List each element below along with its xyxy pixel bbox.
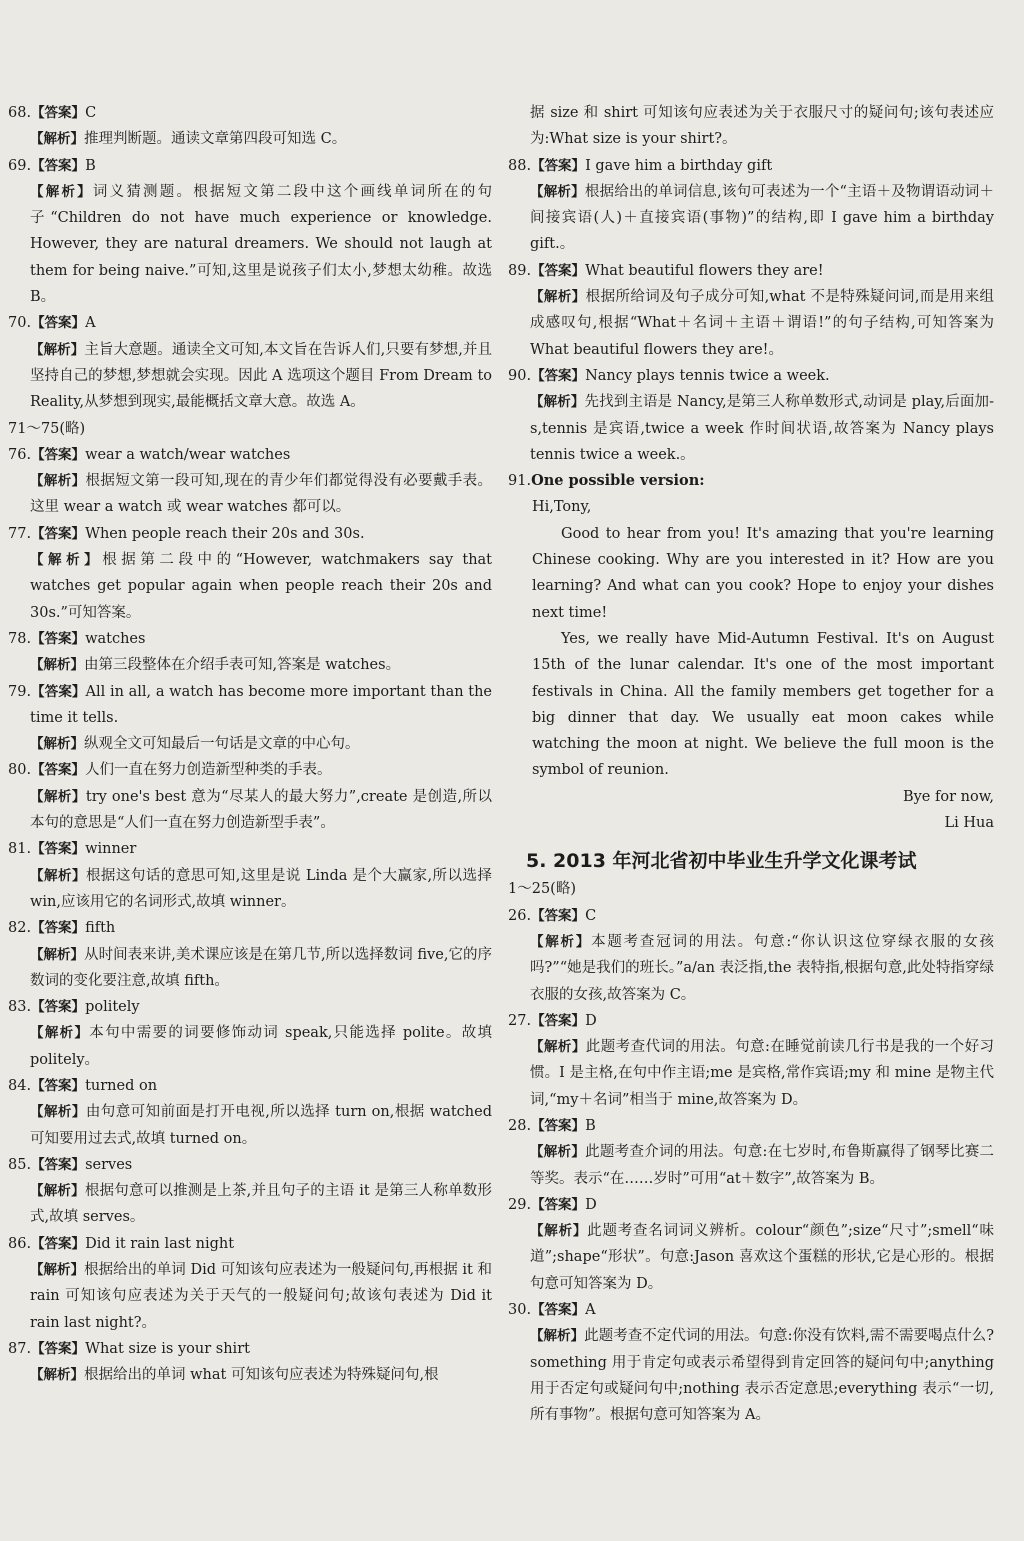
question-number: 80. [8,762,32,779]
entry-label: 【答案】 [31,1340,86,1357]
question-number: 28. [508,1117,532,1134]
right-column [508,100,994,1429]
entry-label: 【解析】 [530,394,585,411]
entry-text: 纵观全文可知最后一句话是文章的中心句。 [84,736,360,753]
right-top-entries [508,100,994,468]
question-entry [8,915,492,941]
entry-text: 先找到主语是 Nancy,是第三人称单数形式,动词是 play,后面加-s,tennis 是宾语,twice a week 作时间状语,故答案为 Nancy plays tennis twice a week.。 [530,394,994,463]
explanation-entry [8,337,492,416]
entry-label: 【解析】 [30,1183,85,1200]
explanation-entry [508,100,994,153]
essay-body [508,494,994,836]
entry-text: 根据第二段中的“However, watchmakers say that watches get popular again when people reach their 20s and 30s.”可知答案。 [30,552,493,621]
entry-text: winner [85,841,137,858]
entry-text: All in all, a watch has become more important than the time it tells. [30,683,493,726]
entry-label: 【解析】 [30,788,86,805]
question-entry [8,1336,492,1362]
entry-label: 【解析】 [30,183,93,200]
question-number: 27. [508,1012,532,1029]
entry-text: turned on [85,1077,158,1094]
explanation-entry [8,468,492,521]
question-number: 89. [508,262,532,279]
question-entry [8,1231,492,1257]
essay-answer [508,468,994,836]
question-number: 81. [8,841,32,858]
explanation-entry [508,1323,994,1428]
entry-label: 【解析】 [30,1104,86,1121]
question-entry [8,994,492,1020]
entry-label: 【答案】 [31,525,86,542]
question-number: 78. [8,630,32,647]
entry-label: 【解析】 [530,933,592,950]
entry-text: 由句意可知前面是打开电视,所以选择 turn on,根据 watched 可知要用过去式,故填 turned on。 [30,1104,492,1147]
entry-text: A [85,315,96,332]
essay-closing: Bye for now, [902,788,994,805]
entry-label: 【解析】 [530,183,585,200]
entry-label: 【解析】 [30,473,86,490]
entry-label: 【答案】 [31,841,86,858]
left-column [8,100,492,1389]
entry-text: 此题考查名词词义辨析。colour“颜色”;size“尺寸”;smell“味道”;shape“形状”。句意:Jason 喜欢这个蛋糕的形状,它是心形的。根据句意可知答案为 D。 [530,1223,995,1292]
entry-label: 【答案】 [31,999,86,1016]
entry-text: B [585,1117,596,1134]
essay-heading: 91.One possible version: [508,472,705,490]
question-number: 79. [8,683,32,700]
explanation-entry [508,389,994,468]
explanation-entry [508,1139,994,1192]
question-entry [8,153,492,179]
essay-greeting: Hi,Tony, [532,499,592,516]
entry-text: C [585,907,597,924]
question-entry [508,876,994,902]
question-entry [8,757,492,783]
question-entry [8,521,492,547]
entry-label: 【答案】 [31,630,86,647]
entry-text: Did it rain last night [85,1235,235,1252]
entry-text: 根据短文第一段可知,现在的青少年们都觉得没有必要戴手表。这里 wear a watch 或 wear watches 都可以。 [30,473,493,516]
explanation-entry [8,1362,492,1388]
explanation-entry [8,1020,492,1073]
entry-text: 此题考查介词的用法。句意:在七岁时,布鲁斯赢得了钢琴比赛二等奖。表示“在……岁时”可用“at＋数字”,故答案为 B。 [530,1144,994,1187]
question-number: 90. [508,367,532,384]
essay-signature: Li Hua [944,815,994,832]
explanation-entry [8,547,492,626]
entry-label: 【答案】 [31,1077,86,1094]
entry-label: 【答案】 [531,907,586,924]
entry-label: 【答案】 [31,315,86,332]
explanation-entry [8,1099,492,1152]
question-entry [508,1008,994,1034]
entry-text: 根据句意可以推测是上茶,并且句子的主语 it 是第三人称单数形式,故填 serves。 [30,1183,492,1226]
entry-text: politely [85,999,140,1016]
question-number: 83. [8,999,32,1016]
explanation-entry [508,179,994,258]
entry-text: D [585,1196,597,1213]
entry-label: 【答案】 [31,762,86,779]
entry-text: 本句中需要的词要修饰动词 speak,只能选择 polite。故填 politely。 [30,1025,493,1068]
question-number: 69. [8,157,32,174]
entry-label: 【解析】 [530,289,586,306]
question-number: 70. [8,315,32,332]
entry-label: 【答案】 [31,157,86,174]
explanation-entry [8,942,492,995]
entry-text: 此题考查不定代词的用法。句意:你没有饮料,需不需要喝点什么? something 用于肯定句或表示希望得到肯定回答的疑问句中;anything 用于否定句或疑问句中;nothing 表示否定意思;everything 表示“一切,所有事物”。根据句意可知答案为 A。 [530,1328,994,1424]
entry-text: serves [85,1156,133,1173]
entry-label: 【解析】 [30,131,84,148]
explanation-entry [508,1218,994,1297]
essay-paragraph-1: Good to hear from you! It's amazing that you're learning Chinese cooking. Why are you interested in it? How are you learning? And what can you cook? Hope to enjoy your dishes next time! [532,525,994,621]
entry-text: 1～25(略) [508,881,576,898]
entry-label: 【答案】 [31,1156,86,1173]
entry-text: 根据所给词及句子成分可知,what 不是特殊疑问词,而是用来组成感叹句,根据“What＋名词＋主语＋谓语!”的句子结构,可知答案为 What beautiful flowers they are!。 [530,289,995,358]
explanation-entry [8,1257,492,1336]
entry-text: A [585,1302,596,1319]
question-entry [8,1073,492,1099]
entry-label: 【答案】 [531,1302,586,1319]
explanation-entry [508,929,994,1008]
entry-label: 【解析】 [30,1367,84,1384]
entry-label: 【解析】 [30,946,85,963]
explanation-entry [508,284,994,363]
entry-label: 【答案】 [31,1235,86,1252]
question-entry [8,442,492,468]
entry-text: 人们一直在努力创造新型种类的手表。 [85,762,332,779]
entry-text: D [585,1012,597,1029]
question-entry [508,363,994,389]
question-entry [508,1297,994,1323]
entry-label: 【答案】 [531,1196,586,1213]
right-bottom-entries [508,876,994,1428]
question-entry [8,416,492,442]
question-number: 29. [508,1196,532,1213]
question-entry [508,1113,994,1139]
entry-label: 【解析】 [30,867,86,884]
entry-label: 【答案】 [531,367,586,384]
entry-label: 【答案】 [531,262,586,279]
entry-text: 词义猜测题。根据短文第二段中这个画线单词所在的句子“Children do not have much experience or knowledge. However, they are natural dreamers. We should not laugh at them for being naive.”可知,这里是说孩子们太小,梦想太幼稚。故选 B。 [30,183,492,306]
explanation-entry [508,1034,994,1113]
question-entry [8,626,492,652]
question-number: 68. [8,105,32,121]
entry-label: 【答案】 [31,105,86,121]
entry-text: fifth [85,920,116,937]
explanation-entry [8,1178,492,1231]
entry-text: 此题考查代词的用法。句意:在睡觉前读几行书是我的一个好习惯。I 是主格,在句中作主语;me 是宾格,常作宾语;my 和 mine 是物主代词,“my＋名词”相当于 mine,故答案为 D。 [530,1039,995,1108]
entry-text: try one's best 意为“尽某人的最大努力”,create 是创造,所以本句的意思是“人们一直在努力创造新型手表”。 [30,788,493,832]
question-number: 30. [508,1302,532,1319]
question-entry [8,679,492,732]
question-entry [8,100,492,126]
entry-text: B [85,157,96,174]
entry-label: 【解析】 [30,552,103,569]
question-number: 86. [8,1235,32,1252]
entry-text: 根据给出的单词 Did 可知该句应表述为一般疑问句,再根据 it 和 rain 可知该句应表述为关于天气的一般疑问句;故该句表述为 Did it rain last night?。 [30,1262,492,1331]
entry-text: What beautiful flowers they are! [585,262,824,279]
question-number: 82. [8,920,32,937]
question-number: 84. [8,1077,32,1094]
question-entry [508,153,994,179]
explanation-entry [8,784,492,837]
entry-label: 【答案】 [31,683,86,700]
question-entry [508,258,994,284]
question-number: 85. [8,1156,32,1173]
entry-text: 由第三段整体在介绍手表可知,答案是 watches。 [84,657,401,674]
question-number: 88. [508,157,532,174]
explanation-entry [8,731,492,757]
entry-text: watches [85,630,146,647]
entry-text: wear a watch/wear watches [85,446,291,463]
question-number: 87. [8,1340,32,1357]
entry-text: When people reach their 20s and 30s. [85,525,365,542]
explanation-entry [8,126,492,152]
entry-label: 【答案】 [531,1117,586,1134]
entry-label: 【解析】 [530,1039,586,1056]
explanation-entry [8,863,492,916]
entry-text: 从时间表来讲,美术课应该是在第几节,所以选择数词 five,它的序数词的变化要注意,故填 fifth。 [30,946,492,989]
entry-label: 【解析】 [30,736,84,753]
entry-text: 据 size 和 shirt 可知该句应表述为关于衣服尺寸的疑问句;该句表述应为:What size is your shirt?。 [530,105,994,148]
entry-text: C [85,105,97,121]
entry-label: 【解析】 [30,1262,85,1279]
explanation-entry [8,652,492,678]
question-entry [508,1192,994,1218]
entry-label: 【解析】 [530,1223,588,1240]
entry-label: 【答案】 [531,1012,586,1029]
entry-text: 主旨大意题。通读全文可知,本文旨在告诉人们,只要有梦想,并且坚持自己的梦想,梦想就会实现。因此 A 选项这个题目 From Dream to Reality,从梦想到现实,最能概括文章大意。故选 A。 [30,341,493,411]
entry-label: 【解析】 [30,657,84,674]
entry-text: 根据给出的单词信息,该句可表述为一个“主语＋及物谓语动词＋间接宾语(人)＋直接宾语(事物)”的结构,即 I gave him a birthday gift.。 [530,183,994,253]
question-entry [8,836,492,862]
question-entry [8,1152,492,1178]
entry-text: Nancy plays tennis twice a week. [585,367,830,384]
entry-text: 根据这句话的意思可知,这里是说 Linda 是个大赢家,所以选择 win,应该用它的名词形式,故填 winner。 [30,867,492,910]
entry-label: 【答案】 [31,446,86,463]
question-number: 26. [508,907,532,924]
question-number: 76. [8,446,32,463]
entry-label: 【解析】 [530,1328,585,1345]
entry-label: 【解析】 [30,341,85,358]
question-entry [8,310,492,336]
essay-paragraph-2: Yes, we really have Mid-Autumn Festival. It's on August 15th of the lunar calendar. It's one of the most important festivals in China. All the family members get together for a big dinner that day. We usually eat moon cakes while watching the moon at night. We believe the full moon is the symbol of reunion. [532,630,994,779]
entry-label: 【答案】 [31,920,86,937]
entry-text: What size is your shirt [85,1340,250,1357]
entry-text: 本题考查冠词的用法。句意:“你认识这位穿绿衣服的女孩吗?”“她是我们的班长。”a/an 表泛指,the 表特指,根据句意,此处特指穿绿衣服的女孩,故答案为 C。 [530,933,995,1003]
section-title: 5. 2013 年河北省初中毕业生升学文化课考试 [526,850,917,873]
entry-label: 【答案】 [531,157,586,174]
entry-text: I gave him a birthday gift [585,157,773,174]
entry-text: 推理判断题。通读文章第四段可知选 C。 [84,131,347,148]
entry-text: 71～75(略) [8,420,86,437]
entry-text: 根据给出的单词 what 可知该句应表述为特殊疑问句,根 [84,1367,439,1384]
entry-label: 【解析】 [530,1144,586,1161]
explanation-entry [8,179,492,310]
question-number: 77. [8,525,32,542]
question-entry [508,903,994,929]
entry-label: 【解析】 [30,1025,90,1042]
